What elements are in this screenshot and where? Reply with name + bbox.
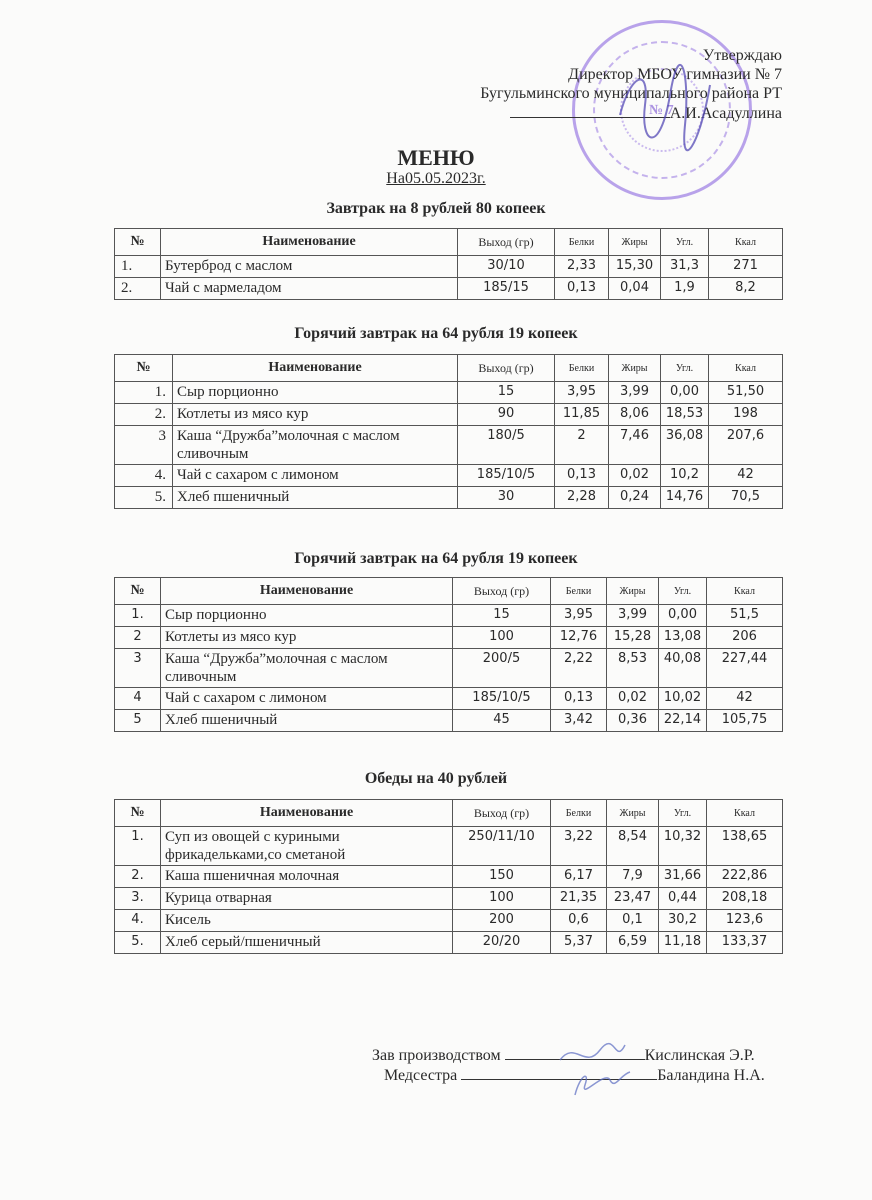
signature-role: Зав производством [372, 1047, 501, 1064]
row-num: 4. [115, 465, 173, 487]
row-kcal: 198 [709, 404, 783, 426]
row-name: Чай с сахаром с лимоном [161, 688, 453, 710]
table-row [115, 382, 783, 404]
row-fat: 0,1 [607, 910, 659, 932]
row-fat: 8,06 [609, 404, 661, 426]
approval-line-1: Утверждаю [702, 47, 782, 64]
row-carbs: 31,3 [661, 256, 709, 278]
row-fat: 8,53 [607, 649, 659, 688]
row-num: 1. [115, 605, 161, 627]
approval-line-2: Директор МБОУ гимназии № 7 [568, 66, 782, 83]
row-protein: 3,22 [551, 827, 607, 866]
row-num: 2. [115, 866, 161, 888]
row-yield: 185/15 [458, 278, 555, 300]
row-kcal: 123,6 [707, 910, 783, 932]
row-name: Хлеб серый/пшеничный [161, 932, 453, 954]
row-fat: 0,04 [609, 278, 661, 300]
row-name: Суп из овощей с куриными фрикадельками,со сметаной [161, 827, 453, 866]
col-fat: Жиры [607, 800, 659, 827]
row-kcal: 207,6 [709, 426, 783, 465]
row-fat: 8,54 [607, 827, 659, 866]
col-num: № [115, 800, 161, 827]
row-carbs: 10,02 [659, 688, 707, 710]
table-header-row [115, 800, 783, 827]
col-carbs: Угл. [659, 800, 707, 827]
row-fat: 0,36 [607, 710, 659, 732]
row-yield: 100 [453, 888, 551, 910]
table-row [115, 426, 783, 465]
row-fat: 15,30 [609, 256, 661, 278]
row-protein: 2,28 [555, 487, 609, 509]
row-kcal: 51,5 [707, 605, 783, 627]
table-row [115, 404, 783, 426]
col-num: № [115, 355, 173, 382]
row-kcal: 271 [709, 256, 783, 278]
table-row [115, 866, 783, 888]
row-protein: 0,13 [555, 278, 609, 300]
table-row [115, 932, 783, 954]
col-fat: Жиры [607, 578, 659, 605]
section-title-breakfast: Завтрак на 8 рублей 80 копеек [326, 200, 546, 217]
table-row [115, 465, 783, 487]
row-name: Хлеб пшеничный [161, 710, 453, 732]
row-protein: 3,95 [551, 605, 607, 627]
row-yield: 20/20 [453, 932, 551, 954]
row-protein: 3,95 [555, 382, 609, 404]
row-carbs: 1,9 [661, 278, 709, 300]
row-kcal: 42 [709, 465, 783, 487]
row-fat: 6,59 [607, 932, 659, 954]
row-protein: 12,76 [551, 627, 607, 649]
row-carbs: 18,53 [661, 404, 709, 426]
table-row [115, 827, 783, 866]
page-title: МЕНЮ [397, 145, 475, 170]
row-name: Чай с сахаром с лимоном [173, 465, 458, 487]
director-name: А.И.Асадуллина [669, 105, 782, 122]
breakfast-table [114, 228, 783, 300]
col-protein: Белки [551, 800, 607, 827]
section-title-hot-breakfast-1: Горячий завтрак на 64 рубля 19 копеек [294, 325, 578, 342]
row-protein: 0,13 [551, 688, 607, 710]
col-name: Наименование [161, 229, 458, 256]
section-title-hot-breakfast-2: Горячий завтрак на 64 рубля 19 копеек [294, 550, 578, 567]
row-num: 5 [115, 710, 161, 732]
row-yield: 200 [453, 910, 551, 932]
row-name: Чай с мармеладом [161, 278, 458, 300]
row-yield: 180/5 [458, 426, 555, 465]
row-kcal: 206 [707, 627, 783, 649]
table-header-row [115, 578, 783, 605]
row-num: 2. [115, 404, 173, 426]
row-carbs: 30,2 [659, 910, 707, 932]
col-name: Наименование [161, 800, 453, 827]
row-fat: 0,02 [607, 688, 659, 710]
signature-name: Баландина Н.А. [657, 1067, 765, 1084]
table-row [115, 627, 783, 649]
col-num: № [115, 578, 161, 605]
row-carbs: 0,00 [659, 605, 707, 627]
row-num: 3. [115, 888, 161, 910]
row-name: Котлеты из мясо кур [173, 404, 458, 426]
lunch-table [114, 799, 783, 954]
col-protein: Белки [551, 578, 607, 605]
row-kcal: 138,65 [707, 827, 783, 866]
col-fat: Жиры [609, 229, 661, 256]
table-header-row [115, 355, 783, 382]
row-yield: 15 [458, 382, 555, 404]
signature-name: Кислинская Э.Р. [644, 1047, 755, 1064]
row-num: 4 [115, 688, 161, 710]
col-yield: Выход (гр) [453, 800, 551, 827]
row-kcal: 105,75 [707, 710, 783, 732]
row-name: Сыр порционно [161, 605, 453, 627]
row-fat: 7,9 [607, 866, 659, 888]
row-name: Котлеты из мясо кур [161, 627, 453, 649]
col-name: Наименование [173, 355, 458, 382]
row-carbs: 10,2 [661, 465, 709, 487]
col-kcal: Ккал [709, 229, 783, 256]
table-row [115, 910, 783, 932]
row-yield: 100 [453, 627, 551, 649]
row-carbs: 11,18 [659, 932, 707, 954]
row-fat: 3,99 [607, 605, 659, 627]
row-carbs: 36,08 [661, 426, 709, 465]
col-num: № [115, 229, 161, 256]
row-protein: 2 [555, 426, 609, 465]
row-carbs: 13,08 [659, 627, 707, 649]
row-num: 5. [115, 487, 173, 509]
row-kcal: 8,2 [709, 278, 783, 300]
row-yield: 150 [453, 866, 551, 888]
row-num: 5. [115, 932, 161, 954]
row-yield: 200/5 [453, 649, 551, 688]
row-fat: 0,02 [609, 465, 661, 487]
row-yield: 185/10/5 [453, 688, 551, 710]
row-num: 4. [115, 910, 161, 932]
row-fat: 3,99 [609, 382, 661, 404]
col-yield: Выход (гр) [453, 578, 551, 605]
row-name: Сыр порционно [173, 382, 458, 404]
approval-line-3: Бугульминского муниципального района РТ [480, 85, 782, 102]
row-carbs: 0,44 [659, 888, 707, 910]
row-protein: 21,35 [551, 888, 607, 910]
col-kcal: Ккал [707, 800, 783, 827]
row-protein: 5,37 [551, 932, 607, 954]
row-yield: 185/10/5 [458, 465, 555, 487]
section-title-lunch: Обеды на 40 рублей [364, 770, 508, 787]
table-row [115, 605, 783, 627]
row-yield: 30 [458, 487, 555, 509]
row-protein: 3,42 [551, 710, 607, 732]
col-carbs: Угл. [661, 229, 709, 256]
row-yield: 15 [453, 605, 551, 627]
row-yield: 30/10 [458, 256, 555, 278]
row-name: Курица отварная [161, 888, 453, 910]
row-num: 3 [115, 426, 173, 465]
row-num: 1. [115, 256, 161, 278]
col-carbs: Угл. [661, 355, 709, 382]
row-num: 1. [115, 382, 173, 404]
row-name: Каша “Дружба”молочная с маслом сливочным [173, 426, 458, 465]
row-carbs: 0,00 [661, 382, 709, 404]
col-yield: Выход (гр) [458, 355, 555, 382]
col-kcal: Ккал [709, 355, 783, 382]
table-row [115, 649, 783, 688]
col-carbs: Угл. [659, 578, 707, 605]
row-num: 2 [115, 627, 161, 649]
row-protein: 6,17 [551, 866, 607, 888]
row-name: Каша пшеничная молочная [161, 866, 453, 888]
table-row [115, 688, 783, 710]
row-name: Каша “Дружба”молочная с маслом сливочным [161, 649, 453, 688]
row-num: 3 [115, 649, 161, 688]
table-row [115, 888, 783, 910]
handwritten-signature-icon [555, 1030, 635, 1100]
row-carbs: 31,66 [659, 866, 707, 888]
row-kcal: 70,5 [709, 487, 783, 509]
row-fat: 23,47 [607, 888, 659, 910]
row-kcal: 222,86 [707, 866, 783, 888]
row-protein: 11,85 [555, 404, 609, 426]
menu-date: На05.05.2023г. [386, 170, 486, 187]
col-name: Наименование [161, 578, 453, 605]
row-num: 2. [115, 278, 161, 300]
stamp-number: № 7 [649, 103, 674, 118]
row-carbs: 14,76 [661, 487, 709, 509]
row-kcal: 51,50 [709, 382, 783, 404]
row-kcal: 208,18 [707, 888, 783, 910]
signature-role: Медсестра [384, 1067, 458, 1084]
hot-breakfast-table-1 [114, 354, 783, 509]
row-fat: 15,28 [607, 627, 659, 649]
row-protein: 0,6 [551, 910, 607, 932]
row-carbs: 10,32 [659, 827, 707, 866]
row-kcal: 133,37 [707, 932, 783, 954]
row-yield: 45 [453, 710, 551, 732]
table-header-row [115, 229, 783, 256]
table-row [115, 487, 783, 509]
row-protein: 0,13 [555, 465, 609, 487]
col-kcal: Ккал [707, 578, 783, 605]
row-fat: 0,24 [609, 487, 661, 509]
row-num: 1. [115, 827, 161, 866]
row-carbs: 40,08 [659, 649, 707, 688]
row-name: Кисель [161, 910, 453, 932]
col-protein: Белки [555, 229, 609, 256]
row-yield: 90 [458, 404, 555, 426]
row-kcal: 42 [707, 688, 783, 710]
hot-breakfast-table-2 [114, 577, 783, 732]
row-protein: 2,33 [555, 256, 609, 278]
row-name: Бутерброд с маслом [161, 256, 458, 278]
col-yield: Выход (гр) [458, 229, 555, 256]
table-row [115, 710, 783, 732]
table-row [115, 256, 783, 278]
col-fat: Жиры [609, 355, 661, 382]
table-row [115, 278, 783, 300]
row-carbs: 22,14 [659, 710, 707, 732]
col-protein: Белки [555, 355, 609, 382]
row-kcal: 227,44 [707, 649, 783, 688]
row-protein: 2,22 [551, 649, 607, 688]
row-name: Хлеб пшеничный [173, 487, 458, 509]
row-fat: 7,46 [609, 426, 661, 465]
row-yield: 250/11/10 [453, 827, 551, 866]
